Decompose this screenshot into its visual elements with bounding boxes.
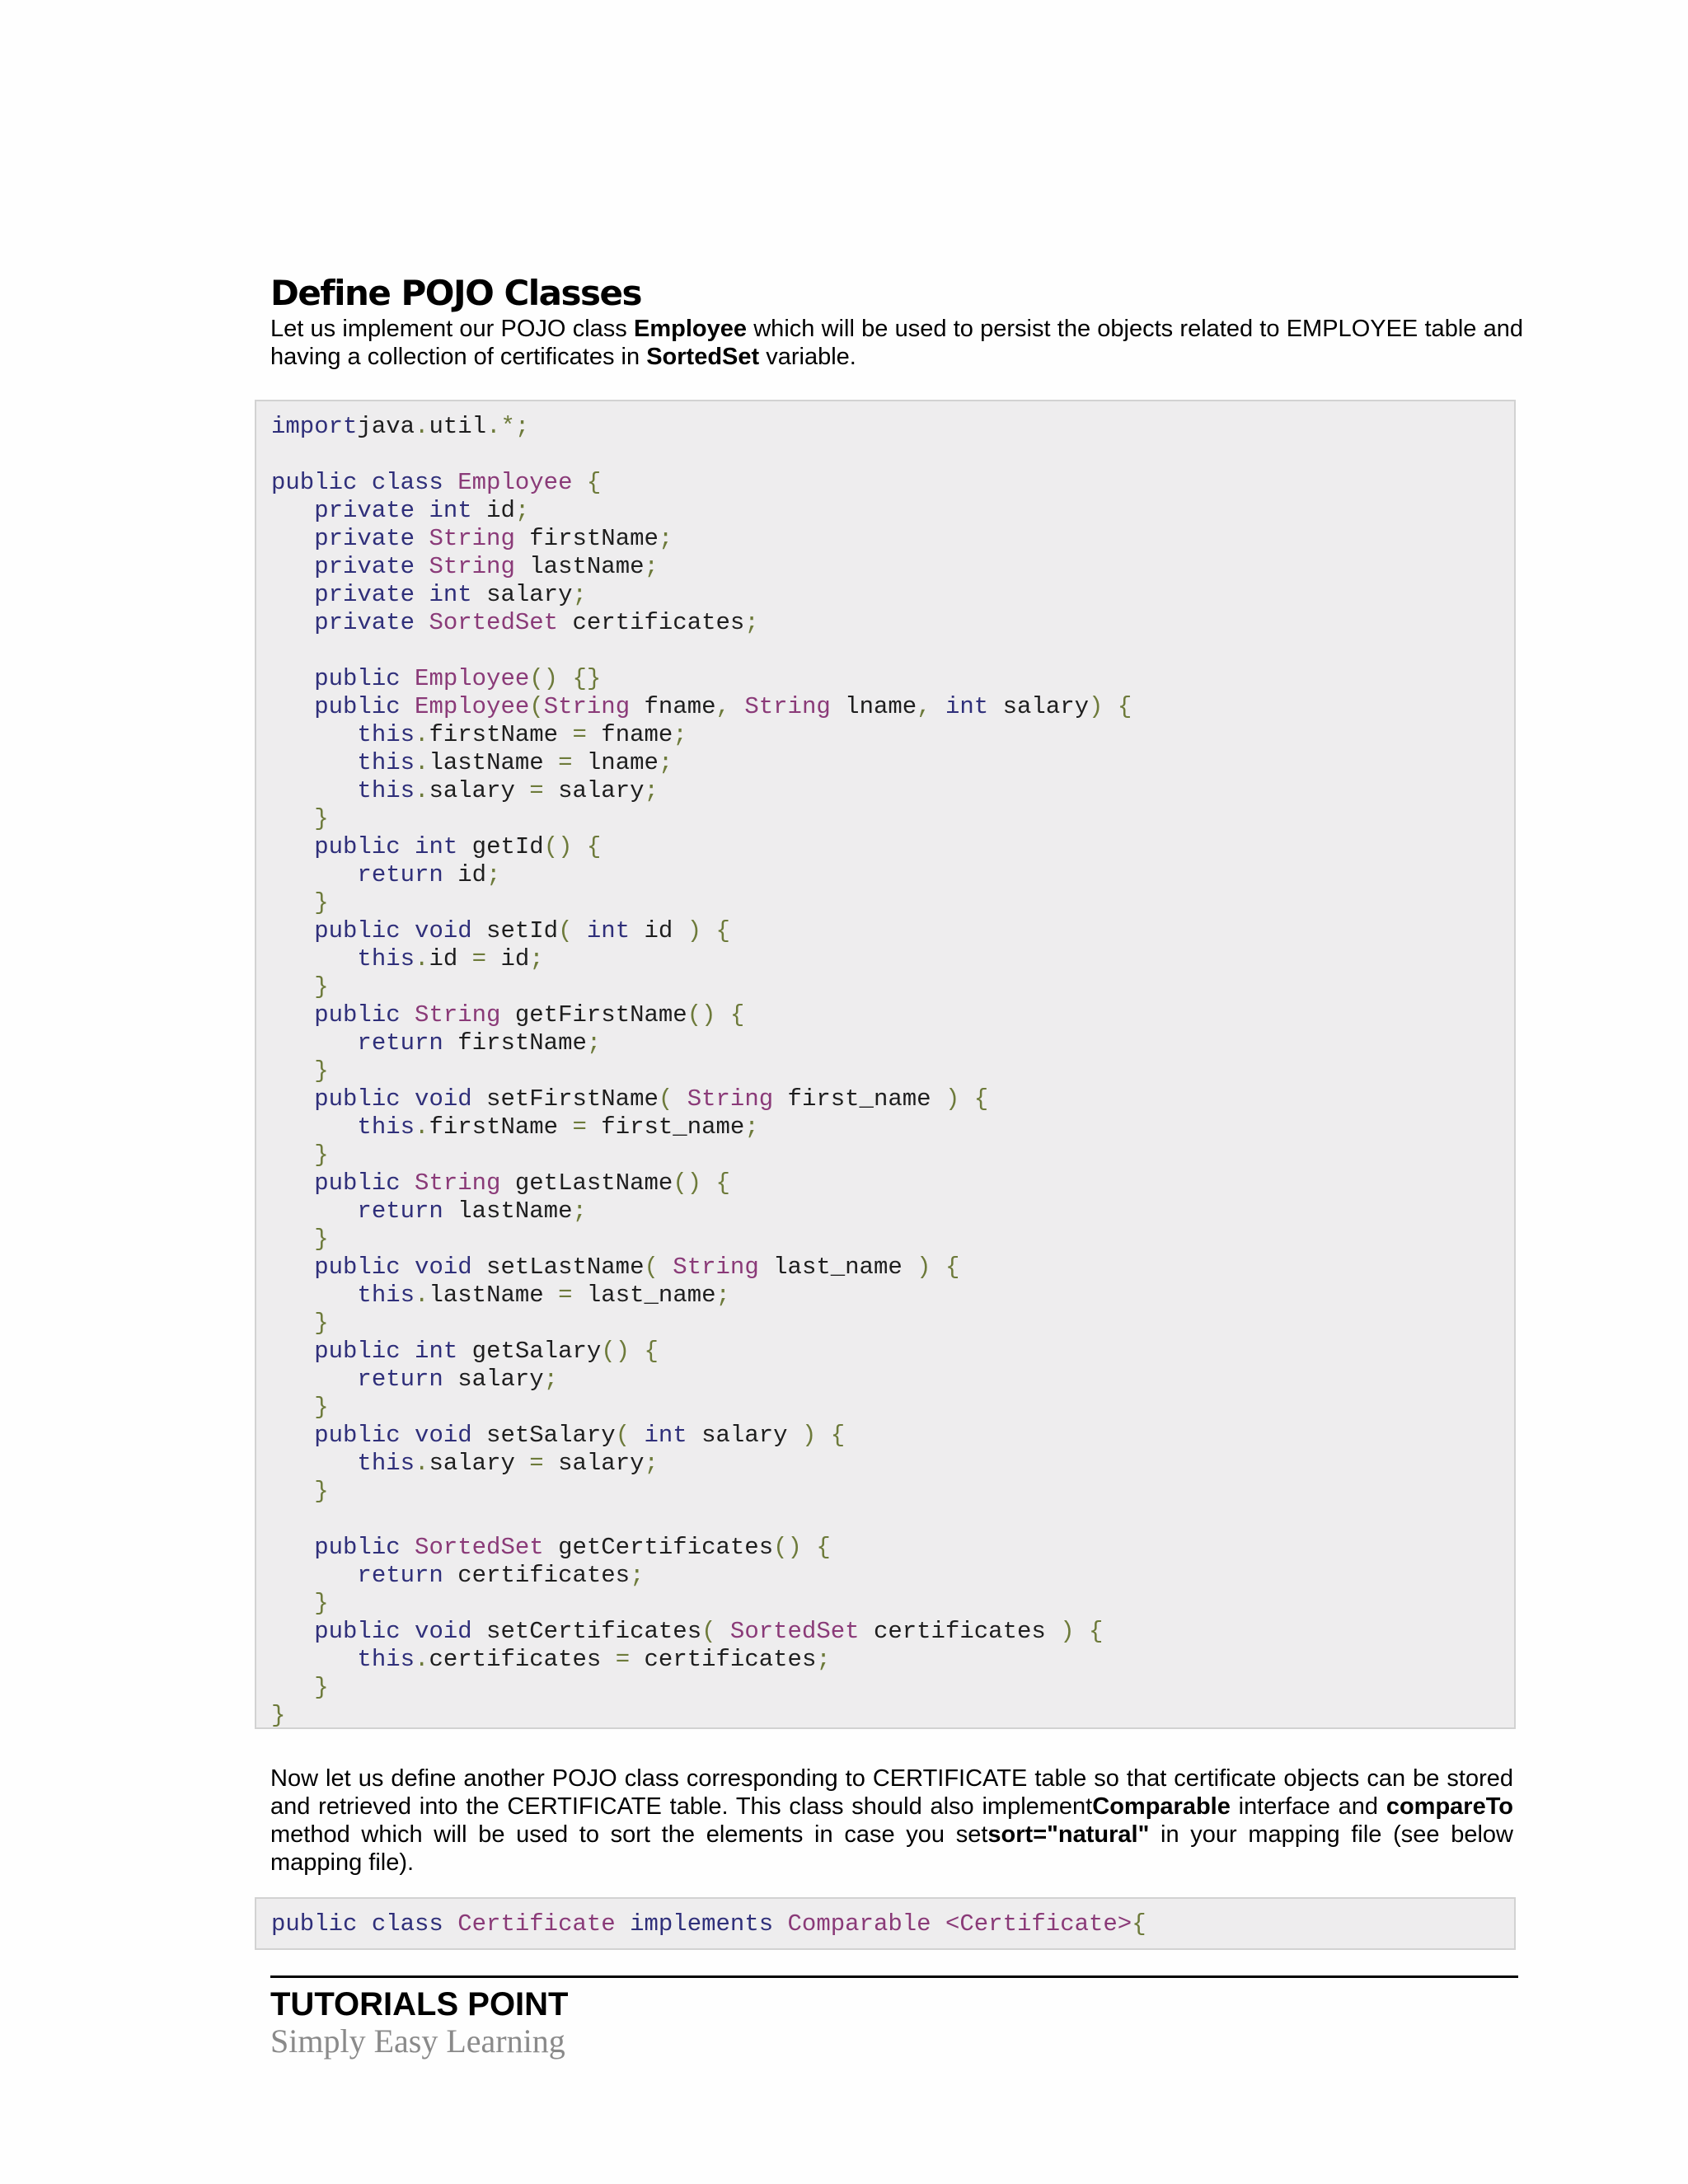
code-line <box>271 721 687 748</box>
code-token <box>271 749 357 776</box>
code-token: int <box>400 1338 458 1365</box>
code-token: this <box>357 945 415 972</box>
code-token: . <box>415 749 429 776</box>
code-token: int <box>415 581 472 608</box>
code-token: this <box>357 1282 415 1309</box>
code-token: return <box>357 861 443 888</box>
code-token: int <box>400 833 458 860</box>
code-token: certificates <box>429 1646 616 1673</box>
code-token: firstName <box>514 525 659 552</box>
code-token: void <box>400 1254 472 1281</box>
code-token: ; <box>572 1197 587 1225</box>
code-token: ; <box>658 749 673 776</box>
code-token: = <box>558 749 573 776</box>
certificate-code <box>256 1910 1514 1938</box>
code-token <box>271 1113 357 1141</box>
code-token <box>271 1534 314 1561</box>
code-token: ( <box>644 1254 659 1281</box>
code-token: . <box>415 721 429 748</box>
code-token: salary <box>471 581 573 608</box>
code-token: setSalary <box>471 1422 616 1449</box>
code-token: ) { <box>1060 1618 1104 1645</box>
code-token: = <box>529 1450 544 1477</box>
code-token: SortedSet <box>415 609 559 636</box>
code-token <box>271 1226 314 1253</box>
code-token: getCertificates <box>543 1534 774 1561</box>
code-line <box>271 1226 329 1253</box>
code-token <box>271 553 314 580</box>
code-token: } <box>314 1674 329 1701</box>
code-token: salary <box>429 777 530 804</box>
code-token <box>271 1197 357 1225</box>
code-token: first_name <box>773 1085 945 1113</box>
code-line <box>271 1197 587 1225</box>
footer-divider <box>270 1975 1518 1978</box>
code-line <box>271 1702 285 1729</box>
code-line <box>271 833 601 860</box>
code-token: ) { <box>687 917 730 944</box>
code-line <box>271 861 500 888</box>
code-token: firstName <box>429 721 573 748</box>
code-token <box>271 945 357 972</box>
code-token: . <box>415 1646 429 1673</box>
code-line <box>271 973 329 1001</box>
certificate-paragraph <box>270 1765 1513 1877</box>
code-token: firstName <box>443 1029 587 1057</box>
code-token: = <box>529 777 544 804</box>
code-token: ( <box>615 1422 631 1449</box>
code-line <box>271 1310 329 1337</box>
code-token: this <box>357 1113 415 1141</box>
code-token: Comparable <box>773 1910 931 1938</box>
code-line <box>271 1618 1103 1645</box>
code-token: certificates <box>859 1618 1061 1645</box>
code-token: setCertificates <box>471 1618 702 1645</box>
code-token: return <box>357 1562 443 1589</box>
code-token <box>271 1310 314 1337</box>
code-token: salary <box>687 1422 802 1449</box>
section-heading: Define POJO Classes <box>270 273 642 313</box>
code-token <box>271 973 314 1001</box>
code-token: ; <box>715 1282 730 1309</box>
code-token: () { <box>687 1001 745 1029</box>
code-token: ; <box>744 1113 759 1141</box>
code-token <box>271 1169 314 1197</box>
code-token: ) { <box>945 1085 989 1113</box>
code-token: ( <box>701 1618 716 1645</box>
code-token: public <box>314 1422 401 1449</box>
code-line <box>271 1394 329 1421</box>
code-token <box>271 1085 314 1113</box>
code-token: String <box>400 1169 501 1197</box>
intro-bold-sortedset: SortedSet <box>646 344 760 370</box>
code-line <box>271 1590 329 1617</box>
code-token: ; <box>658 525 673 552</box>
code-token: } <box>314 1478 329 1505</box>
code-token: ) { <box>1089 693 1132 720</box>
code-line <box>271 1282 730 1309</box>
code-token <box>271 665 314 692</box>
intro-paragraph <box>270 315 1523 371</box>
code-token: } <box>314 1141 329 1169</box>
code-token: int <box>572 917 631 944</box>
code-token <box>271 1057 314 1085</box>
para2-bold-comparable: Comparable <box>1092 1793 1231 1820</box>
code-token <box>271 833 314 860</box>
code-token: String <box>658 1254 759 1281</box>
code-token: ; <box>816 1646 831 1673</box>
code-token: = <box>572 1113 587 1141</box>
code-token: setId <box>471 917 559 944</box>
code-token: = <box>615 1646 631 1673</box>
code-token: salary <box>543 1450 645 1477</box>
code-token: () {} <box>529 665 602 692</box>
code-token: lastName <box>429 1282 559 1309</box>
certificate-code-block <box>255 1897 1516 1950</box>
code-token <box>271 1394 314 1421</box>
code-token: . <box>415 777 429 804</box>
code-token: . <box>415 1450 429 1477</box>
code-token <box>271 1029 357 1057</box>
code-token <box>271 1590 314 1617</box>
code-token: this <box>357 1450 415 1477</box>
code-token: last_name <box>572 1282 716 1309</box>
code-token: public <box>314 693 401 720</box>
code-token: } <box>314 805 329 832</box>
code-token: public <box>314 1254 401 1281</box>
code-line <box>271 917 730 944</box>
para2-text-2: interface and <box>1230 1793 1386 1820</box>
code-token <box>271 1618 314 1645</box>
code-line <box>271 1674 329 1701</box>
code-token: } <box>314 1310 329 1337</box>
code-token: util <box>429 413 487 440</box>
code-line <box>271 1562 645 1589</box>
code-token: ( <box>658 1085 673 1113</box>
code-token <box>271 1646 357 1673</box>
code-line <box>271 665 601 692</box>
intro-bold-employee: Employee <box>634 316 748 342</box>
footer-subtitle: Simply Easy Learning <box>270 2022 565 2060</box>
code-token: public <box>271 1910 358 1938</box>
code-token: ; <box>543 1366 559 1393</box>
code-token: ; <box>744 609 759 636</box>
code-token: return <box>357 1197 443 1225</box>
code-token: void <box>400 1618 472 1645</box>
code-line <box>271 889 329 916</box>
code-token <box>271 1478 314 1505</box>
employee-code <box>256 413 1514 1730</box>
code-token <box>271 805 314 832</box>
code-token: this <box>357 777 415 804</box>
code-token: java <box>357 413 415 440</box>
code-line <box>271 1338 659 1365</box>
code-token: ; <box>644 1450 659 1477</box>
employee-code-block <box>255 400 1516 1729</box>
code-token: salary <box>443 1366 544 1393</box>
code-token <box>271 693 314 720</box>
code-token: ; <box>644 777 659 804</box>
code-token: id <box>471 497 515 524</box>
code-token <box>271 497 314 524</box>
code-token: public <box>314 1338 401 1365</box>
para2-text-1: Now let us define another POJO class corresponding to CERTIFICATE table so that certificate objects can be stored and retrieved into the CERTIFICATE table. This class should also implement <box>270 1765 1513 1820</box>
code-token: , <box>715 693 730 720</box>
code-token: String <box>415 553 515 580</box>
code-token: () { <box>601 1338 659 1365</box>
code-token <box>271 1001 314 1029</box>
code-token <box>271 721 357 748</box>
intro-text-3: variable. <box>759 344 856 370</box>
code-token: ; <box>586 1029 602 1057</box>
code-token: class <box>357 469 443 496</box>
code-token: lastName <box>514 553 645 580</box>
code-token: . <box>415 413 429 440</box>
code-token: void <box>400 1422 472 1449</box>
code-line <box>271 525 673 552</box>
code-token: String <box>543 693 631 720</box>
code-token: getLastName <box>500 1169 673 1197</box>
code-token: = <box>572 721 587 748</box>
intro-text-1: Let us implement our POJO class <box>270 316 635 342</box>
code-line <box>271 1057 329 1085</box>
code-token: Certificate <box>443 1910 616 1938</box>
code-token: } <box>271 1702 286 1729</box>
intro-text-2: which will be used to persist the objects related to EMPLOYEE table and having a collection of certificates in <box>270 316 1523 370</box>
footer-title: TUTORIALS POINT <box>270 1986 569 2022</box>
code-line <box>271 1141 329 1169</box>
code-token <box>271 1141 314 1169</box>
code-token: getFirstName <box>500 1001 687 1029</box>
code-token: Employee <box>400 665 530 692</box>
code-token: String <box>415 525 515 552</box>
code-token: public <box>314 1001 401 1029</box>
code-token: ( <box>529 693 544 720</box>
code-token: SortedSet <box>715 1618 860 1645</box>
code-token: . <box>415 1282 429 1309</box>
para2-bold-compareto: compareTo <box>1386 1793 1513 1820</box>
code-token <box>271 1450 357 1477</box>
code-token: ) { <box>917 1254 960 1281</box>
code-line <box>271 609 759 636</box>
code-token: public <box>314 1169 401 1197</box>
code-token <box>271 861 357 888</box>
code-token: id <box>443 861 487 888</box>
code-line <box>271 945 544 972</box>
code-line <box>271 1254 959 1281</box>
code-token <box>271 609 314 636</box>
code-token: ; <box>486 861 501 888</box>
code-token: void <box>400 1085 472 1113</box>
code-line <box>271 1422 845 1449</box>
code-token: ; <box>644 553 659 580</box>
code-token: ( <box>558 917 573 944</box>
code-line <box>271 1910 1146 1938</box>
code-line <box>271 1169 730 1197</box>
code-token <box>271 525 314 552</box>
code-token: id <box>630 917 687 944</box>
code-token: . <box>415 945 429 972</box>
code-line <box>271 413 529 440</box>
code-token: public <box>271 469 358 496</box>
code-token: private <box>314 553 415 580</box>
code-token <box>271 1422 314 1449</box>
code-token <box>271 889 314 916</box>
code-token: certificates <box>630 1646 817 1673</box>
code-line <box>271 553 659 580</box>
code-token <box>271 581 314 608</box>
code-token <box>271 1674 314 1701</box>
code-token: ; <box>529 945 544 972</box>
code-token: return <box>357 1029 443 1057</box>
code-token: getSalary <box>457 1338 602 1365</box>
code-line <box>271 1478 329 1505</box>
code-token: fname <box>630 693 716 720</box>
code-token: ; <box>514 497 530 524</box>
code-token: . <box>415 1113 429 1141</box>
code-token: public <box>314 1534 401 1561</box>
code-token: void <box>400 917 472 944</box>
code-token: setLastName <box>471 1254 645 1281</box>
code-token: lastName <box>443 1197 573 1225</box>
code-token: String <box>400 1001 501 1029</box>
code-token: setFirstName <box>471 1085 659 1113</box>
code-line <box>271 1646 831 1673</box>
page-content <box>270 272 1523 371</box>
code-token: Employee <box>400 693 530 720</box>
code-token: lastName <box>429 749 559 776</box>
code-token <box>271 1366 357 1393</box>
code-token: salary <box>429 1450 530 1477</box>
code-token: private <box>314 497 415 524</box>
code-token <box>271 917 314 944</box>
code-token: int <box>630 1422 687 1449</box>
code-token: public <box>314 665 401 692</box>
code-token: import <box>271 413 358 440</box>
code-token: this <box>357 721 415 748</box>
code-token: id <box>486 945 530 972</box>
code-token: class <box>357 1910 443 1938</box>
code-token: , <box>917 693 931 720</box>
code-token <box>271 1282 357 1309</box>
code-token: firstName <box>429 1113 573 1141</box>
code-token: public <box>314 1085 401 1113</box>
code-token: String <box>673 1085 774 1113</box>
code-token <box>271 1562 357 1589</box>
code-token: lname <box>572 749 659 776</box>
code-token <box>271 1338 314 1365</box>
code-token: } <box>314 1590 329 1617</box>
code-token: } <box>314 1057 329 1085</box>
code-token: ; <box>673 721 687 748</box>
code-token <box>271 1254 314 1281</box>
code-line <box>271 1085 988 1113</box>
code-token: private <box>314 525 415 552</box>
code-token: id <box>429 945 472 972</box>
code-line <box>271 1450 659 1477</box>
code-token: certificates <box>443 1562 631 1589</box>
code-token: () { <box>673 1169 730 1197</box>
code-token: public <box>314 833 401 860</box>
code-line <box>271 1366 558 1393</box>
code-line <box>271 581 587 608</box>
code-token: Employee <box>443 469 573 496</box>
code-line <box>271 1001 744 1029</box>
code-token: implements <box>615 1910 774 1938</box>
code-token: { <box>1132 1910 1146 1938</box>
code-line <box>271 777 659 804</box>
code-token: return <box>357 1366 443 1393</box>
code-token: ) { <box>801 1422 846 1449</box>
code-token: last_name <box>758 1254 917 1281</box>
code-token: String <box>729 693 831 720</box>
code-token: } <box>314 1226 329 1253</box>
code-token: certificates <box>558 609 745 636</box>
para2-bold-sort-natural: sort="natural" <box>987 1821 1150 1848</box>
code-token: = <box>558 1282 573 1309</box>
code-token: <Certificate> <box>931 1910 1132 1938</box>
code-token: fname <box>586 721 673 748</box>
code-token: getId <box>457 833 544 860</box>
code-token: int <box>931 693 989 720</box>
code-token: { <box>572 469 602 496</box>
code-token: this <box>357 749 415 776</box>
code-token: = <box>471 945 487 972</box>
code-token: .*; <box>486 413 530 440</box>
code-line <box>271 1113 759 1141</box>
code-line <box>271 805 329 832</box>
code-token: () { <box>773 1534 831 1561</box>
code-token: salary <box>988 693 1090 720</box>
para2-text-4: in your mapping file (see below mapping file). <box>270 1821 1513 1876</box>
code-line <box>271 469 601 496</box>
code-token <box>271 777 357 804</box>
code-token: int <box>415 497 472 524</box>
code-token: first_name <box>586 1113 745 1141</box>
code-token: SortedSet <box>400 1534 544 1561</box>
code-token: salary <box>543 777 645 804</box>
code-token: private <box>314 581 415 608</box>
code-line <box>271 693 1132 720</box>
code-token: } <box>314 889 329 916</box>
code-line <box>271 497 529 524</box>
code-token: lname <box>830 693 917 720</box>
code-token: this <box>357 1646 415 1673</box>
code-line <box>271 1029 601 1057</box>
code-token: public <box>314 917 401 944</box>
code-token: } <box>314 973 329 1001</box>
code-token: () { <box>543 833 602 860</box>
code-token: private <box>314 609 415 636</box>
code-token: } <box>314 1394 329 1421</box>
code-token: ; <box>630 1562 645 1589</box>
code-token: ; <box>572 581 587 608</box>
code-line <box>271 1534 831 1561</box>
code-line <box>271 749 673 776</box>
code-token: public <box>314 1618 401 1645</box>
para2-text-3: method which will be used to sort the elements in case you set <box>270 1821 988 1848</box>
